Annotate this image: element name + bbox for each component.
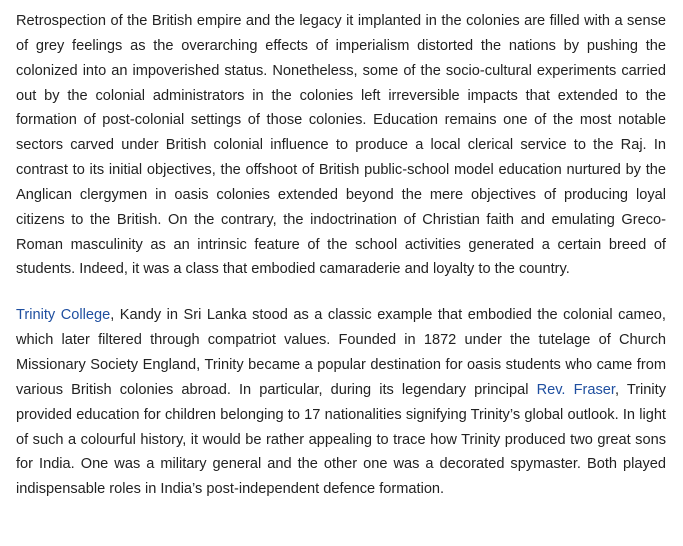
article-paragraph-2: [16, 303, 666, 502]
article-paragraph-1: Retrospection of the British empire and the legacy it implanted in the colonies are filled with a sense of grey feelings as the overarching effects of imperialism distorted the nations by pushing the colonized into an impoverished status. Nonetheless, some of the socio-cultural experiments carried out by the colonial administrators in the colonies left irreversible impacts that extended to the formation of post-colonial settings of those colonies. Education remains one of the most notable sectors carved under British colonial influence to produce a local clerical service to the Raj. In contrast to its initial objectives, the offshoot of British public-school model education nurtured by the Anglican clergymen in oasis colonies extended beyond the mere objectives of producing loyal citizens to the British. On the contrary, the indoctrination of Christian faith and emulating Greco-Roman masculinity as an intrinsic feature of the school activities generated a certain breed of students. Indeed, it was a class that embodied camaraderie and loyalty to the country.: [16, 13, 666, 278]
article-body: [16, 9, 666, 502]
paragraph-2-text-a: , Kandy in Sri Lanka stood as a classic example that embodied the colonial cameo, which later filtered through compatriot values. Founded in 1872 under the tutelage of Church Missionary Society England, Trinity became a popular destination for oasis students who came from various British colonies abroad. In particular, during its legendary principal: [16, 307, 666, 398]
trinity-college-link[interactable]: Trinity College: [16, 307, 111, 324]
paragraph-2-text-b: , Trinity provided education for children belonging to 17 nationalities signifying Trinity’s global outlook. In light of such a colourful history, it would be rather appealing to trace how Trinity produced two great sons for India. One was a military general and the other one was a decorated spymaster. Both played indispensable roles in India’s post-independent defence formation.: [16, 381, 667, 498]
rev-fraser-link[interactable]: Rev. Fraser: [536, 381, 615, 398]
